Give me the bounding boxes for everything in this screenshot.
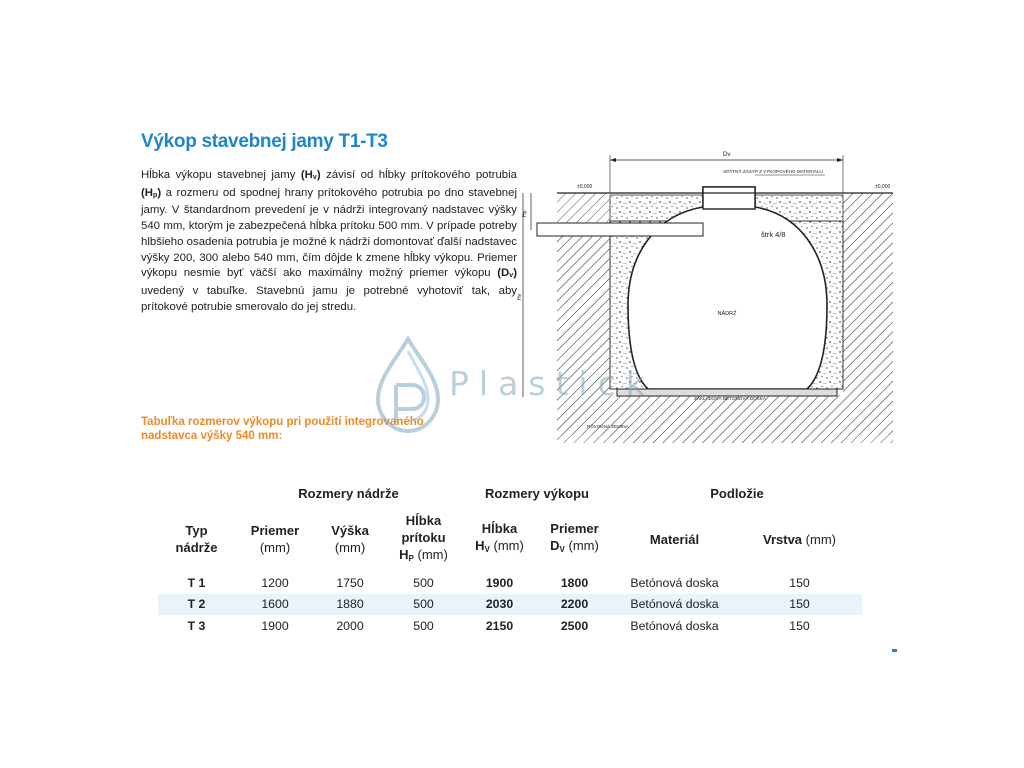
cell-inflow: 500: [413, 575, 434, 590]
cell-layer: 150: [789, 618, 810, 633]
cell-pit-diameter: 2200: [537, 594, 612, 616]
group-tank-dimensions: Rozmery nádrže: [298, 485, 399, 501]
cell-inflow: 500: [385, 594, 462, 616]
cell-pit-diameter: 1800: [560, 575, 589, 590]
cell-layer: 150: [789, 575, 810, 590]
level-right: ±0,000: [875, 184, 891, 190]
gravel-label: štrk 4/8: [761, 230, 786, 239]
cell-material: Betónová doska: [612, 594, 737, 616]
inflow-pipe: [537, 223, 703, 236]
soil-hatch-bottom: [610, 395, 843, 443]
intro-text-2: závisí od hĺbky prítokového potrubia: [320, 169, 517, 181]
intro-paragraph: [141, 168, 517, 315]
cell-layer: 150: [737, 594, 862, 616]
tank-label: NÁDRŽ: [717, 311, 737, 317]
group-base: Podložie: [710, 485, 764, 501]
excavation-diagram: [515, 145, 900, 450]
dimensions-table: [158, 480, 862, 637]
cell-type: T 2: [158, 594, 235, 616]
cell-diameter: 1600: [235, 594, 315, 616]
level-left: ±0,000: [577, 184, 593, 190]
hv-symbol: $(H_v)$: [300, 169, 321, 181]
table-caption: Tabuľka rozmerov výkopu pri použití integrovaného nadstavca výšky 540 mm:: [141, 416, 424, 442]
intro-text-4: uvedený v tabuľke. Stavebnú jamu je potrebné vyhotoviť tak, aby prítokové potrubie smerovalo do jej stredu.: [141, 284, 517, 313]
page-title: Výkop stavebnej jamy T1-T3: [141, 131, 388, 152]
corner-mark: [892, 649, 897, 652]
cell-diameter: 1200: [261, 575, 289, 590]
intro-text-1: Hĺbka výkopu stavebnej jamy: [141, 169, 296, 181]
cell-material: Betónová doska: [630, 618, 719, 633]
watermark-text: Plastick: [449, 364, 655, 403]
col-diameter: Priemer (mm): [250, 523, 300, 555]
cell-height: 1880: [315, 594, 385, 616]
col-material: Materiál: [649, 531, 700, 547]
concrete-base: [617, 389, 837, 396]
base-label: ZÁKLADOVÁ BETÓNOVÁ DOSKA: [694, 396, 766, 401]
cell-pit-depth: 2150: [485, 618, 514, 633]
table-row: [158, 594, 862, 616]
soil-hatch-outer-right: [843, 193, 893, 435]
cell-pit-diameter: 2500: [560, 618, 589, 633]
hv-label: Hv: [517, 293, 523, 300]
cell-pit-depth: 2030: [462, 594, 537, 616]
col-pit-depth: Hĺbka $H_V$ (mm): [475, 521, 524, 554]
tank-neck: [703, 187, 755, 209]
table-row: [158, 615, 862, 637]
backfill-label: SPÄTNÝ ZÁSYP Z VÝKOPOVÉHO MATERIÁLU: [723, 169, 823, 174]
soil-label: PÔVODNÁ ZEMINA: [587, 424, 629, 429]
cell-height: 2000: [336, 618, 364, 633]
table-row: [158, 572, 862, 594]
intro-text-3: a rozmeru od spodnej hrany prítokového potrubia po dno stavebnej jamy. V štandardnom prevedení je v nádrži integrovaný nadstavec výšky 540 mm, ktorým je zabezpečená hĺbka prítoku 500 mm. V prípade potreby hlbšieho osadenia potrubia je možné k nádrži domontovať ďalší nadstavec výšky 200, 300 alebo 540 mm, čím dôjde k zmene hĺbky výkopu. Priemer výkopu nesmie byť väčší ako maximálny možný priemer výkopu: [141, 186, 517, 280]
col-height: Výška (mm): [331, 523, 369, 555]
col-inflow-depth: Hĺbka prítoku $H_P$ (mm): [399, 512, 448, 563]
dv-symbol: $(D_v)$: [497, 267, 517, 280]
col-pit-diameter: Priemer $D_V$ (mm): [550, 521, 599, 554]
col-type: Typ nádrže: [175, 523, 218, 555]
cell-type: T 1: [187, 575, 206, 590]
hp-symbol: $(H_p)$: [141, 186, 162, 199]
cell-height: 1750: [336, 575, 364, 590]
dv-label: Dv: [723, 152, 731, 158]
group-pit-dimensions: Rozmery výkopu: [484, 485, 590, 501]
hp-label: Hp: [522, 210, 528, 217]
column-header-row: [158, 506, 862, 572]
cell-pit-depth: 1900: [485, 575, 514, 590]
group-header-row: [158, 480, 862, 506]
col-layer: Vrstva (mm): [763, 531, 836, 547]
cell-diameter: 1900: [261, 618, 289, 633]
cell-inflow: 500: [413, 618, 434, 633]
cell-type: T 3: [187, 618, 206, 633]
cell-material: Betónová doska: [630, 575, 719, 590]
